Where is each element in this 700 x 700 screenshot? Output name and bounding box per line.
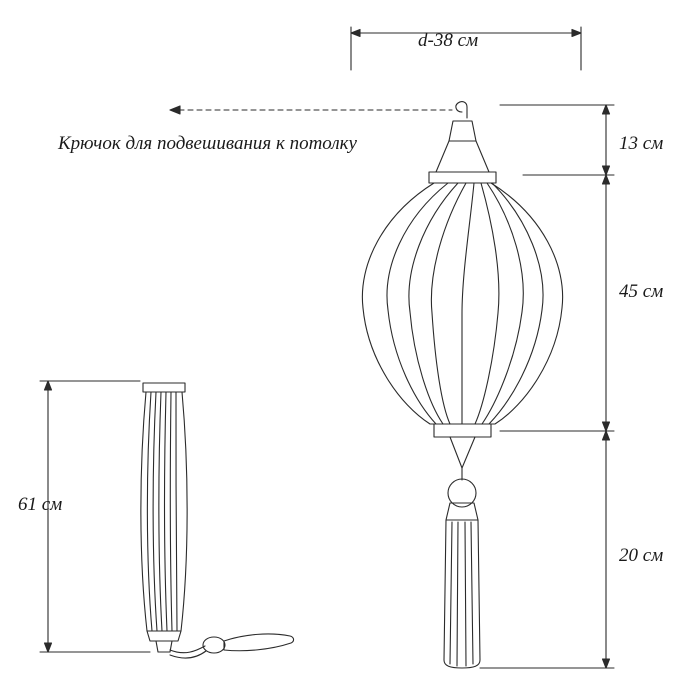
dimension-label-top-width: d-38 см [418, 30, 479, 51]
dimension-label-neck-height: 13 см [619, 133, 664, 154]
lantern-folded [141, 383, 294, 658]
dimension-tassel-height [603, 431, 610, 668]
dimension-folded-height [40, 381, 150, 652]
dimension-neck-height [603, 105, 610, 175]
dimension-label-body-height: 45 см [619, 281, 664, 302]
dimension-body-height [603, 175, 610, 431]
dimension-label-tassel-height: 20 см [619, 545, 664, 566]
lantern-open [362, 102, 562, 668]
ceiling-hook [456, 102, 467, 118]
tassel [444, 437, 480, 668]
hook-note-label: Крючок для подвешивания к потолку [58, 133, 357, 154]
dimension-label-folded-height: 61 см [18, 494, 63, 515]
hook-callout-arrow [170, 106, 452, 114]
